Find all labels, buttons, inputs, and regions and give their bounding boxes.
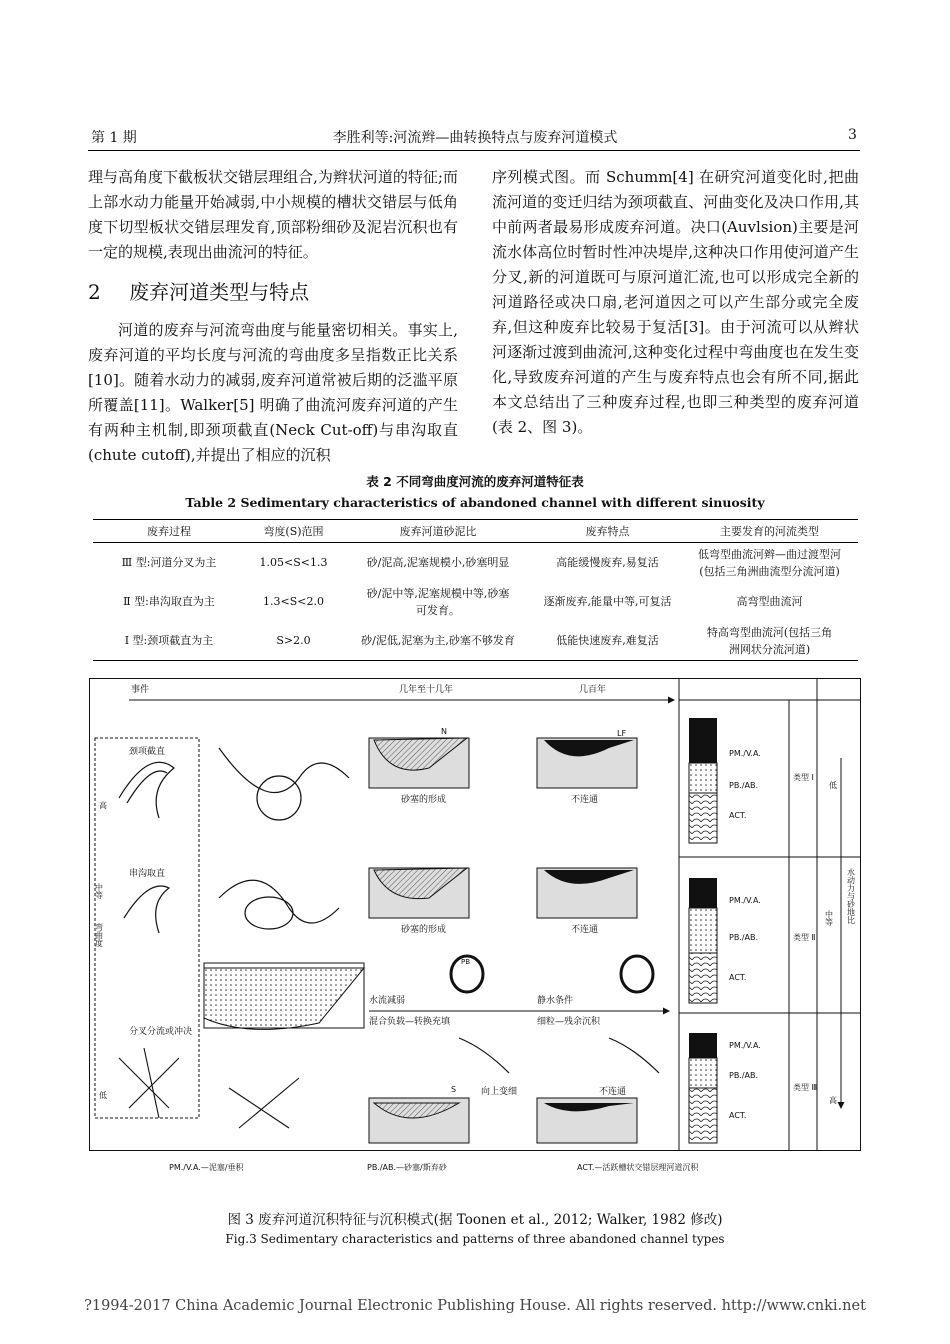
sub-label: 不连通 [571, 795, 599, 805]
marker-lf: LF [617, 729, 627, 738]
table-cell: 逐渐废弃,能量中等,可复活 [543, 595, 672, 608]
class-label: 类型 Ⅰ [793, 773, 814, 782]
axis-medium: 中等 [94, 883, 104, 899]
col-label-act: ACT. [729, 1111, 747, 1120]
table-cell: 1.3<S<2.0 [263, 595, 324, 608]
table-cell: 1.05<S<1.3 [259, 556, 328, 569]
table-row [93, 582, 858, 621]
table-cell: Ⅲ 型:河道分叉为主 [121, 556, 217, 569]
section-title: 废弃河道类型与特点 [129, 280, 310, 304]
table-cell: 低弯型曲流河辫—曲过渡型河(包括三角洲曲流型分流河道) [698, 547, 841, 578]
marker-n: N [441, 727, 447, 736]
legend-item: PB./AB.—砂塞/斯弃砂 [367, 1163, 447, 1172]
type-label-neck: 颈项截直 [129, 747, 166, 757]
time-label-1: 几年至十几年 [399, 685, 454, 695]
axis-low: 低 [99, 1091, 107, 1100]
col-label-pb: PB./AB. [729, 1071, 759, 1080]
right-axis-low: 低 [829, 781, 837, 790]
paragraph: 河道的废弃与河流弯曲度与能量密切相关。事实上,废弃河道的平均长度与河流的弯曲度多呈指数正比关系[10]。随着水动力的减弱,废弃河道常被后期的泛滥平原所覆盖[11]。Walker[5] 明确了曲流河废弃河道的产生有两种主机制,即颈项截直(Neck Cut-off)与串沟取直(chute cutoff),并提出了相应的沉积 [88, 321, 458, 464]
sub-label: 不连通 [571, 925, 599, 935]
table-header: 主要发育的河流类型 [681, 520, 858, 543]
col-label-pm: PM./V.A. [729, 1041, 761, 1050]
issue-label: 第 1 期 [91, 130, 137, 146]
class-label: 类型 Ⅲ [793, 1083, 818, 1092]
table-header: 废弃过程 [93, 520, 245, 543]
col-label-pb: PB./AB. [729, 933, 759, 942]
table-cell: 砂/泥中等,泥塞规模中等,砂塞可发育。 [366, 586, 510, 617]
page-number: 3 [848, 127, 857, 143]
paragraph: 序列模式图。而 Schumm[4] 在研究河道变化时,把曲流河道的变迁归结为颈项截直、河曲变化及决口作用,其中前两者最易形成废弃河道。决口(Auvlsion)主要是河流水体高位时暂时性冲决堤岸,这种决口作用使河道产生分叉,新的河道既可与原河道汇流,也可以形成完全新的河道路径或决口扇,老河道因之可以产生部分或完全废弃,但这种废弃比较易于复活[3]。由于河流可以从辫状河逐渐过渡到曲流河,这种变化过程中弯曲度也在发生变化,导致废弃河道的产生与废弃特点也会有所不同,据此本文总结出了三种废弃过程,也即三种类型的废弃河道(表 2、图 3)。 [492, 168, 859, 436]
section-heading [88, 276, 309, 305]
type-label-chute: 串沟取直 [129, 869, 166, 879]
figure-3 [89, 678, 861, 1178]
figure-caption-en: Fig.3 Sedimentary characteristics and patterns of three abandoned channel types [225, 1232, 725, 1246]
table-header-row [93, 520, 858, 543]
right-axis-medium: 中等 [824, 910, 834, 926]
col-label-act: ACT. [729, 811, 747, 820]
header-rule [88, 150, 860, 151]
copyright-footer: ?1994-2017 China Academic Journal Electronic Publishing House. All rights reserved. http://www.cnki.net [84, 1298, 866, 1314]
sub-label: 不连通 [599, 1087, 627, 1097]
mid-label: 静水条件 [537, 996, 574, 1006]
table-caption-en: Table 2 Sedimentary characteristics of abandoned channel with different sinuosity [185, 495, 765, 510]
col-label-act: ACT. [729, 973, 747, 982]
table-cell: Ⅰ 型:颈项截直为主 [93, 621, 245, 661]
mid-label: 混合负载—转换充填 [369, 1017, 451, 1027]
right-axis-high: 高 [829, 1096, 837, 1105]
table-cell: 低能快速废弃,难复活 [534, 621, 681, 661]
left-col-top [88, 165, 458, 265]
paragraph: 理与高角度下截板状交错层理组合,为辫状河道的特征;而上部水动力能量开始减弱,中小规模的槽状交错层与低角度下切型板状交错层理发育,顶部粉细砂及泥岩沉积也有一定的规模,表现出曲流河的特征。 [88, 168, 458, 261]
sub-label: 向上变细 [481, 1087, 518, 1097]
sub-label: 砂塞的形成 [401, 925, 447, 935]
col-label-pm: PM./V.A. [729, 749, 761, 758]
time-label-2: 几百年 [579, 685, 607, 695]
table-cell: 特高弯型曲流河(包括三角洲网状分流河道) [681, 621, 858, 661]
right-axis-title: 水动力与砂地比 [846, 868, 856, 924]
type-label-avulsion: 分叉分流或冲决 [129, 1027, 193, 1037]
col-label-pm: PM./V.A. [729, 896, 761, 905]
marker-s: S [451, 1085, 457, 1094]
table-caption-cn: 表 2 不同弯曲度河流的废弃河道特征表 [366, 474, 584, 489]
right-col [492, 165, 859, 440]
table-row [93, 543, 858, 583]
legend-item: PM./V.A.—泥塞/垂积 [169, 1163, 244, 1172]
table-cell: S>2.0 [245, 621, 342, 661]
table-header: 弯度(S)范围 [245, 520, 342, 543]
event-label: 事件 [131, 685, 150, 695]
class-label: 类型 Ⅱ [793, 933, 816, 942]
table-cell: Ⅱ 型:串沟取直为主 [123, 595, 215, 608]
section-number: 2 [88, 280, 101, 304]
table-row [93, 621, 858, 661]
axis-high: 高 [99, 801, 107, 810]
running-title: 李胜利等:河流辫—曲转换特点与废弃河道模式 [332, 130, 618, 146]
axis-sinuosity: 弯曲度 [94, 923, 104, 947]
left-col-bottom [88, 318, 458, 468]
sub-label: 砂塞的形成 [401, 795, 447, 805]
mid-label: 细粒—残余沉积 [537, 1017, 601, 1027]
marker-pb: PB [461, 958, 471, 966]
figure-caption-cn: 图 3 废弃河道沉积特征与沉积模式(据 Toonen et al., 2012; Walker, 1982 修改) [227, 1212, 723, 1228]
table-cell: 高弯型曲流河 [736, 595, 803, 608]
legend-item: ACT.—活跃槽状交错层理河道沉积 [577, 1163, 699, 1172]
col-label-pb: PB./AB. [729, 781, 759, 790]
table-cell: 高能缓慢废弃,易复活 [556, 556, 659, 569]
table-header: 废弃特点 [534, 520, 681, 543]
table-cell: 砂/泥低,泥塞为主,砂塞不够发育 [342, 621, 534, 661]
table-header: 废弃河道砂泥比 [342, 520, 534, 543]
table-cell: 砂/泥高,泥塞规模小,砂塞明显 [366, 556, 510, 569]
mid-label: 水流减弱 [369, 996, 406, 1006]
table-2 [93, 519, 858, 661]
